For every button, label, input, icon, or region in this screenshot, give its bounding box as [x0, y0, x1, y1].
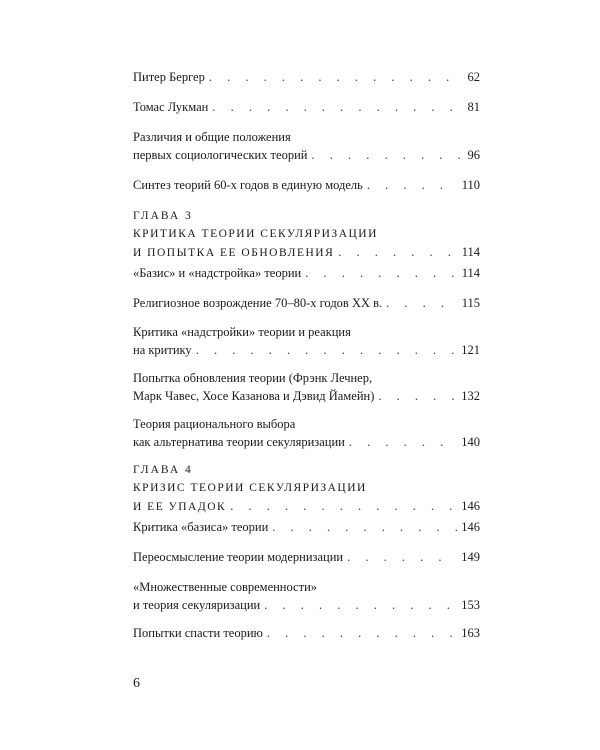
leader-dots	[305, 264, 457, 282]
toc-entry-basis-critique[interactable]	[133, 518, 480, 536]
leader-dots	[196, 341, 458, 359]
leader-dots	[386, 294, 458, 312]
entry-page: 149	[461, 550, 480, 564]
toc-entry-renewal[interactable]	[133, 369, 480, 405]
entry-title: Попытки спасти теорию	[133, 626, 263, 640]
leader-dots	[230, 497, 457, 515]
entry-page: 146	[461, 520, 480, 534]
entry-title: Питер Бергер	[133, 70, 205, 84]
entry-page: 81	[467, 100, 480, 114]
entry-title-line2: Марк Чавес, Хосе Казанова и Дэвид Йамейн)	[133, 389, 375, 403]
entry-title-line2: и теория секуляризации	[133, 598, 261, 612]
leader-dots	[267, 624, 457, 642]
toc-entry-rational-choice[interactable]	[133, 415, 480, 451]
page-number: 6	[133, 676, 140, 691]
chapter-page: 146	[461, 499, 480, 513]
chapter-label: ГЛАВА 3	[133, 210, 193, 222]
toc-entry-luckmann[interactable]	[133, 98, 480, 116]
entry-page: 163	[461, 626, 480, 640]
leader-dots	[349, 433, 457, 451]
chapter-title-line2: И ЕЕ УПАДОК	[133, 501, 227, 513]
leader-dots	[347, 548, 457, 566]
toc-chapter-3[interactable]	[133, 207, 480, 262]
entry-title-line1: Попытка обновления теории (Фрэнк Лечнер,	[133, 371, 373, 385]
leader-dots	[311, 146, 463, 164]
entry-title-line2: как альтернатива теории секуляризации	[133, 435, 345, 449]
entry-title-line1: «Множественные современности»	[133, 580, 318, 594]
leader-dots	[212, 98, 463, 116]
entry-page: 62	[467, 70, 480, 84]
toc-entry-berger[interactable]	[133, 68, 480, 86]
leader-dots	[378, 387, 457, 405]
entry-title-line2: на критику	[133, 343, 192, 357]
chapter-title-line1: КРИТИКА ТЕОРИИ СЕКУЛЯРИЗАЦИИ	[133, 228, 378, 240]
entry-title: Переосмысление теории модернизации	[133, 550, 344, 564]
entry-page: 96	[467, 148, 480, 162]
chapter-page: 114	[461, 245, 480, 259]
entry-title: Религиозное возрождение 70–80-х годов XX в.	[133, 296, 383, 310]
toc-entry-rescue[interactable]	[133, 624, 480, 642]
toc-entry-basis[interactable]	[133, 264, 480, 282]
entry-title-line2: первых социологических теорий	[133, 148, 308, 162]
entry-title: Томас Лукман	[133, 100, 209, 114]
entry-title: «Базис» и «надстройка» теории	[133, 266, 302, 280]
toc-entry-multiple-modernities[interactable]	[133, 578, 480, 614]
entry-title: Критика «базиса» теории	[133, 520, 269, 534]
entry-page: 115	[461, 296, 480, 310]
entry-page: 153	[461, 598, 480, 612]
toc-chapter-4[interactable]	[133, 461, 480, 516]
entry-title-line1: Критика «надстройки» теории и реакция	[133, 325, 351, 339]
leader-dots	[272, 518, 457, 536]
entry-title-line1: Теория рационального выбора	[133, 417, 296, 431]
chapter-title-line2: И ПОПЫТКА ЕЕ ОБНОВЛЕНИЯ	[133, 247, 335, 259]
toc-entry-modernization[interactable]	[133, 548, 480, 566]
entry-page: 114	[461, 266, 480, 280]
entry-title-line1: Различия и общие положения	[133, 130, 291, 144]
entry-page: 140	[461, 435, 480, 449]
toc-entry-synthesis[interactable]	[133, 176, 480, 194]
toc-entry-critique[interactable]	[133, 323, 480, 359]
leader-dots	[367, 176, 458, 194]
toc-entry-differences[interactable]	[133, 128, 480, 164]
toc-entry-revival[interactable]	[133, 294, 480, 312]
leader-dots	[338, 243, 457, 261]
entry-page: 110	[461, 178, 480, 192]
entry-page: 132	[461, 389, 480, 403]
entry-page: 121	[461, 343, 480, 357]
entry-title: Синтез теорий 60-х годов в единую модель	[133, 178, 363, 192]
chapter-label: ГЛАВА 4	[133, 464, 193, 476]
leader-dots	[264, 596, 457, 614]
chapter-title-line1: КРИЗИС ТЕОРИИ СЕКУЛЯРИЗАЦИИ	[133, 482, 367, 494]
leader-dots	[209, 68, 464, 86]
